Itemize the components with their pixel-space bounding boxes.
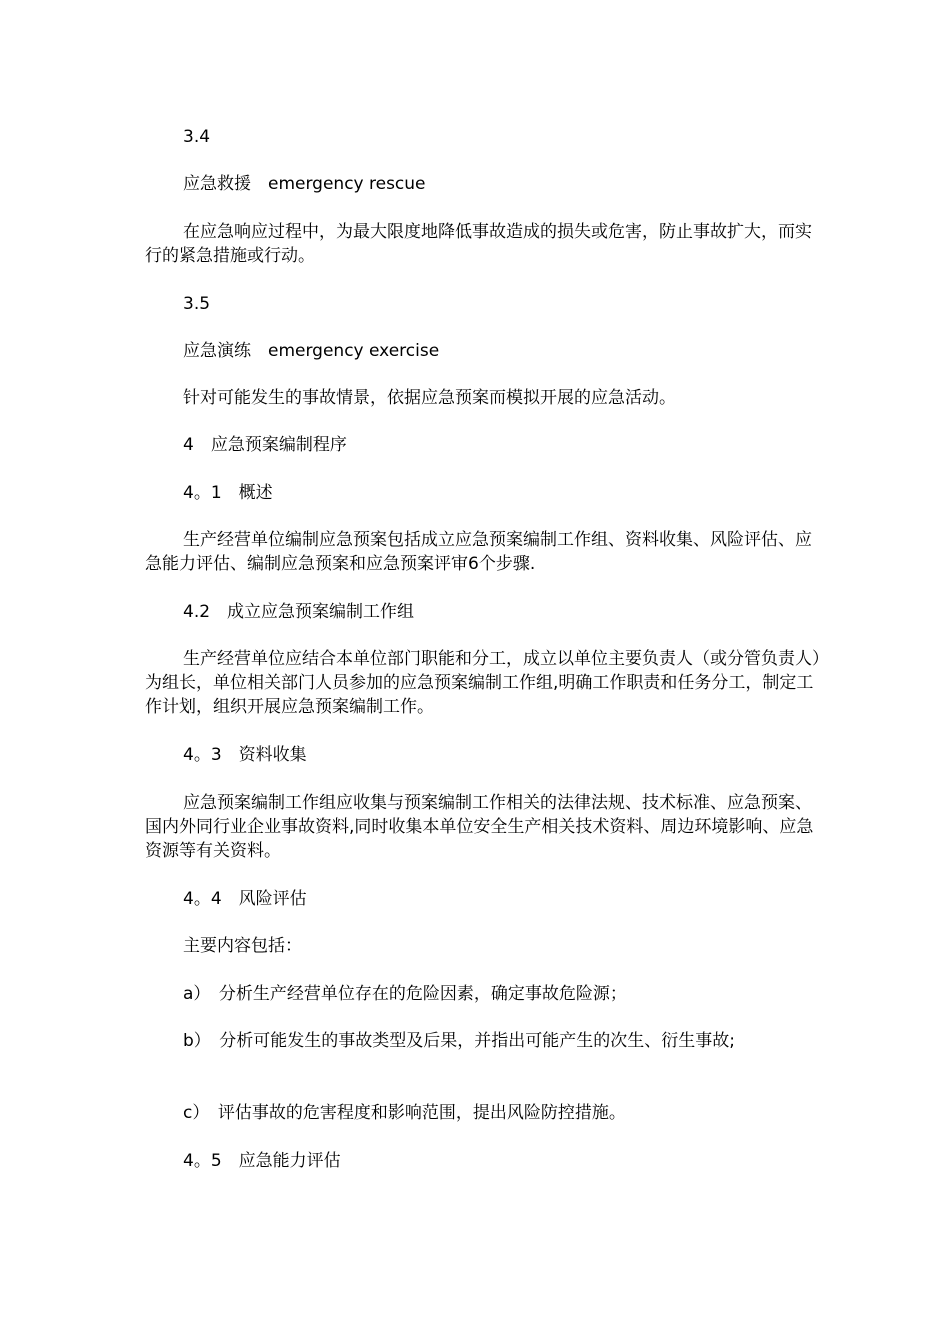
body-paragraph: 主要内容包括： [183,936,302,956]
definition-paragraph: 针对可能发生的事故情景，依据应急预案而模拟开展的应急活动。 [183,388,676,408]
list-item-c: c） 评估事故的危害程度和影响范围，提出风险防控措施。 [183,1103,626,1123]
body-paragraph: 生产经营单位编制应急预案包括成立应急预案编制工作组、资料收集、风险评估、应急能力评估、编制应急预案和应急预案评审6个步骤. [145,530,812,574]
list-item-b: b） 分析可能发生的事故类型及后果，并指出可能产生的次生、衍生事故; [183,1031,736,1051]
section-heading-4-4: 4。4 风险评估 [183,889,307,909]
term-heading-emergency-exercise: 应急演练 emergency exercise [183,341,440,361]
section-heading-4-3: 4。3 资料收集 [183,745,307,765]
term-heading-emergency-rescue: 应急救援 emergency rescue [183,174,426,194]
body-paragraph: 应急预案编制工作组应收集与预案编制工作相关的法律法规、技术标准、应急预案、国内外同行业企业事故资料,同时收集本单位安全生产相关技术资料、周边环境影响、应急资源等有关资料。 [145,793,814,861]
list-item-a: a） 分析生产经营单位存在的危险因素，确定事故危险源； [183,984,627,1004]
section-heading-4-5: 4。5 应急能力评估 [183,1151,341,1171]
section-number-3-4: 3.4 [183,127,211,147]
section-heading-4-1: 4。1 概述 [183,483,273,503]
section-number-3-5: 3.5 [183,294,211,314]
section-heading-4-2: 4.2 成立应急预案编制工作组 [183,602,415,622]
definition-paragraph: 在应急响应过程中，为最大限度地降低事故造成的损失或危害，防止事故扩大，而实行的紧急措施或行动。 [145,222,812,266]
section-heading-4: 4 应急预案编制程序 [183,435,347,455]
body-paragraph: 生产经营单位应结合本单位部门职能和分工，成立以单位主要负责人（或分管负责人）为组长，单位相关部门人员参加的应急预案编制工作组,明确工作职责和任务分工，制定工作计划，组织开展应急预案编制工作。 [145,649,821,717]
